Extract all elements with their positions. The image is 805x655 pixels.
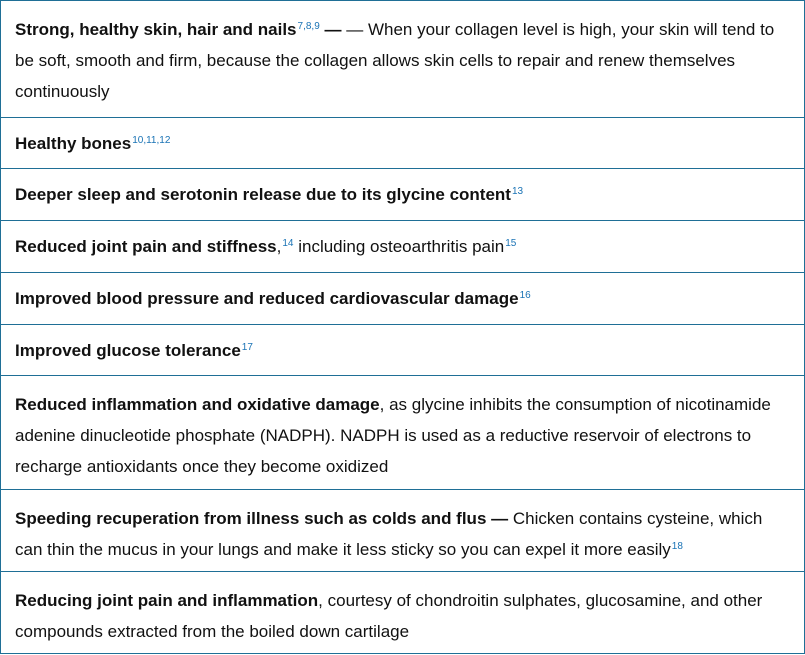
reference-link[interactable]: 14	[282, 238, 294, 249]
reference-link[interactable]: 13	[511, 186, 524, 197]
benefit-row-recuperation	[1, 489, 804, 571]
benefit-comma: ,	[276, 237, 282, 256]
benefit-title: Reducing joint pain and inflammation	[15, 591, 319, 610]
benefit-row-sleep	[1, 168, 804, 220]
benefit-title: Healthy bones	[15, 134, 132, 153]
benefit-title: Speeding recuperation from illness such as colds and flus —	[15, 509, 509, 528]
benefit-title: Improved blood pressure and reduced cardiovascular damage	[15, 289, 519, 308]
benefit-title: Reduced inflammation and oxidative damage	[15, 395, 380, 414]
reference-link[interactable]: 10,11,12	[132, 135, 171, 146]
benefit-title: Strong, healthy skin, hair and nails	[15, 20, 297, 39]
benefit-description: — When your collagen level is high, your skin will tend to be soft, smooth and firm, because the collagen allows skin cells to repair and renew themselves continuously	[15, 20, 775, 101]
benefit-row-glucose	[1, 324, 804, 375]
benefit-row-joint-stiffness	[1, 220, 804, 272]
benefit-row-bones	[1, 117, 804, 168]
benefit-title: Deeper sleep and serotonin release due to its glycine content	[15, 185, 511, 204]
benefit-description: including osteoarthritis pain	[293, 237, 505, 256]
reference-link[interactable]: 16	[519, 290, 531, 301]
benefit-title: Reduced joint pain and stiffness	[15, 237, 277, 256]
benefit-description: Chicken contains cysteine, which can thin the mucus in your lungs and make it less sticky so you can expel it more easily	[15, 509, 763, 559]
benefit-dash: —	[319, 20, 342, 39]
reference-link[interactable]: 15	[505, 238, 517, 249]
benefit-row-inflammation	[1, 375, 804, 489]
benefit-description: , courtesy of chondroitin sulphates, glucosamine, and other compounds extracted from the boiled down cartilage	[15, 591, 763, 641]
reference-link[interactable]: 17	[241, 342, 253, 353]
benefit-title: Improved glucose tolerance	[15, 341, 241, 360]
benefit-row-blood-pressure	[1, 272, 804, 324]
benefit-row-skin	[1, 1, 804, 117]
benefit-row-cartilage	[1, 571, 804, 653]
reference-link[interactable]: 18	[671, 541, 683, 552]
benefit-description: , as glycine inhibits the consumption of nicotinamide adenine dinucleotide phosphate (NADPH). NADPH is used as a reductive reservoir of electrons to recharge antioxidants once they become oxidized	[15, 395, 771, 476]
reference-link[interactable]: 7,8,9	[297, 21, 320, 32]
